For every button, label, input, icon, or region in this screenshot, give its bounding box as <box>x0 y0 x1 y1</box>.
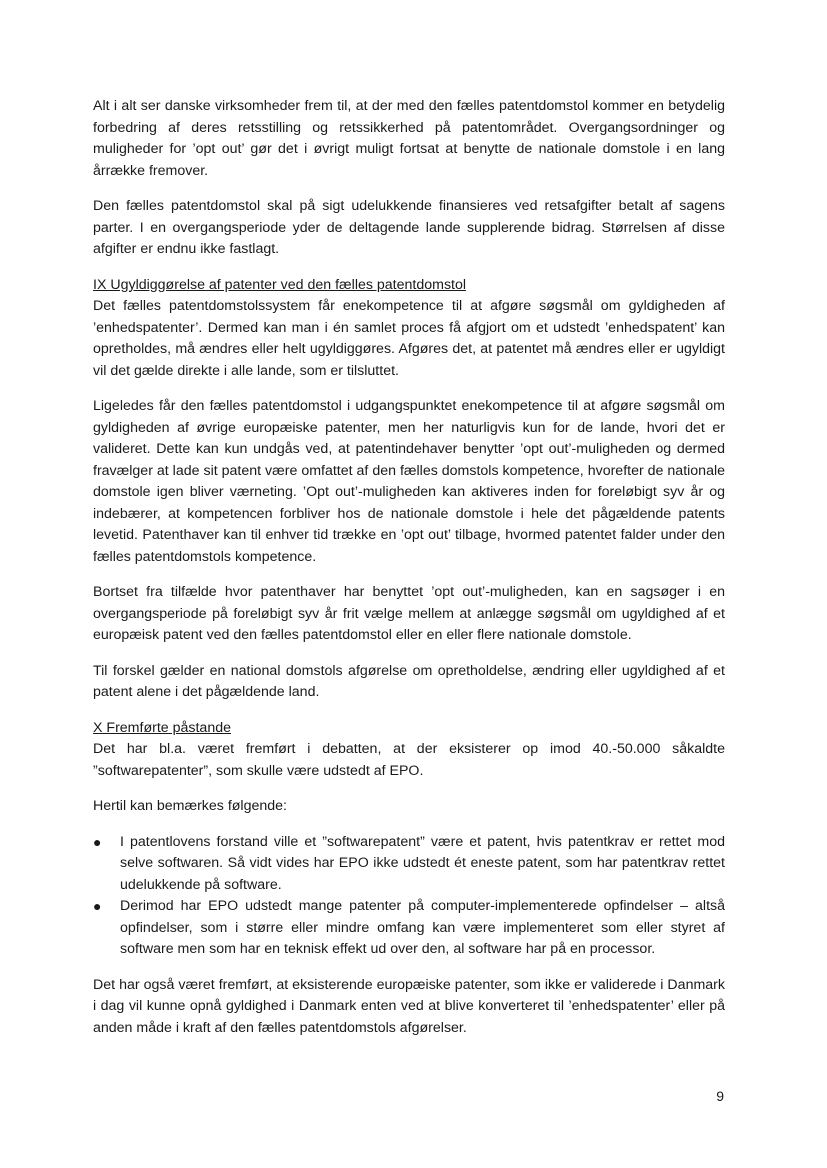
list-item <box>93 832 725 897</box>
list-item <box>93 896 725 961</box>
intro-paragraph-1: Alt i alt ser danske virksomheder frem til, at der med den fælles patentdomstol kommer en betydelig forbedring af deres retsstilling og retssikkerhed på patentområdet. Overgangsordninger og muligheder for ’opt out’ gør det i øvrigt muligt fortsat at benytte de nationale domstole i en lang årrække fremover. <box>93 98 725 179</box>
list-item-text: Derimod har EPO udstedt mange patenter på computer-implementerede opfindelser – altså opfindelser, som i større eller mindre omfang kan være implementeret som eller styret af software men som har en teknisk effekt ud over den, al software har på en processor. <box>120 898 725 957</box>
section-x-paragraph-3: Det har også været fremført, at eksisterende europæiske patenter, som ikke er validerede i Danmark i dag vil kunne opnå gyldighed i Danmark enten ved at blive konverteret til ’enhedspatenter’ eller på anden måde i kraft af den fælles patentdomstols afgørelser. <box>93 976 725 1036</box>
bullet-icon: ● <box>93 833 102 850</box>
document-page <box>93 96 725 1053</box>
section-x-paragraph-1: Det har bl.a. været fremført i debatten, at der eksisterer op imod 40.-50.000 såkaldte ”softwarepatenter”, som skulle være udstedt af EPO. <box>93 741 725 779</box>
section-ix-paragraph-2: Ligeledes får den fælles patentdomstol i udgangspunktet enekompetence til at afgøre søgsmål om gyldigheden af øvrige europæiske patenter, men her naturligvis kun for de lande, hvori det er valideret. Dette kan kun undgås ved, at patentindehaver benytter ’opt out’-muligheden og dermed fravælger at lade sit patent være omfattet af den fælles domstols kompetence, hvorefter de nationale domstole igen bliver værneting. ’Opt out’-muligheden kan aktiveres inden for foreløbigt syv år og indebærer, at kompetencen forbliver hos de nationale domstole i hele det pågældende patents levetid. Patenthaver kan til enhver tid trække en ’opt out’ tilbage, hvormed patentet falder under den fælles patentdomstols kompetence. <box>93 398 725 565</box>
section-ix-paragraph-3: Bortset fra tilfælde hvor patenthaver har benyttet ’opt out’-muligheden, kan en sagsøger i en overgangsperiode på foreløbigt syv år frit vælge mellem at anlægge søgsmål om ugyldighed af et europæisk patent ved den fælles patentdomstol eller en eller flere nationale domstole. <box>93 584 725 643</box>
section-x-heading: X Fremførte påstande <box>93 719 231 736</box>
bullet-icon: ● <box>93 898 102 914</box>
intro-paragraph-2: Den fælles patentdomstol skal på sigt udelukkende finansieres ved retsafgifter betalt af sagens parter. I en overgangsperiode yder de deltagende lande supplerende bidrag. Størrelsen af disse afgifter er endnu ikke fastlagt. <box>93 198 725 257</box>
section-ix-paragraph-1: Det fælles patentdomstolssystem får enekompetence til at afgøre søgsmål om gyldigheden af ’enhedspatenter’. Dermed kan man i én samlet proces få afgjort om et udstedt ’enhedspatent’ kan opretholdes, må ændres eller helt ugyldiggøres. Afgøres det, at patentet må ændres eller er ugyldigt vil det gælde direkte i alle lande, som er tilsluttet. <box>93 298 725 379</box>
section-ix-heading: IX Ugyldiggørelse af patenter ved den fælles patentdomstol <box>93 276 467 293</box>
page-number: 9 <box>716 1088 724 1104</box>
bullet-list <box>93 832 725 961</box>
list-item-text: I patentlovens forstand ville et ”softwarepatent” være et patent, hvis patentkrav er rettet mod selve softwaren. Så vidt vides har EPO ikke udstedt ét eneste patent, som har patentkrav rettet udelukkende på software. <box>120 833 725 893</box>
section-x-paragraph-2: Hertil kan bemærkes følgende: <box>93 798 287 814</box>
section-ix-paragraph-4: Til forskel gælder en national domstols afgørelse om opretholdelse, ændring eller ugyldighed af et patent alene i det pågældende land. <box>93 662 725 700</box>
